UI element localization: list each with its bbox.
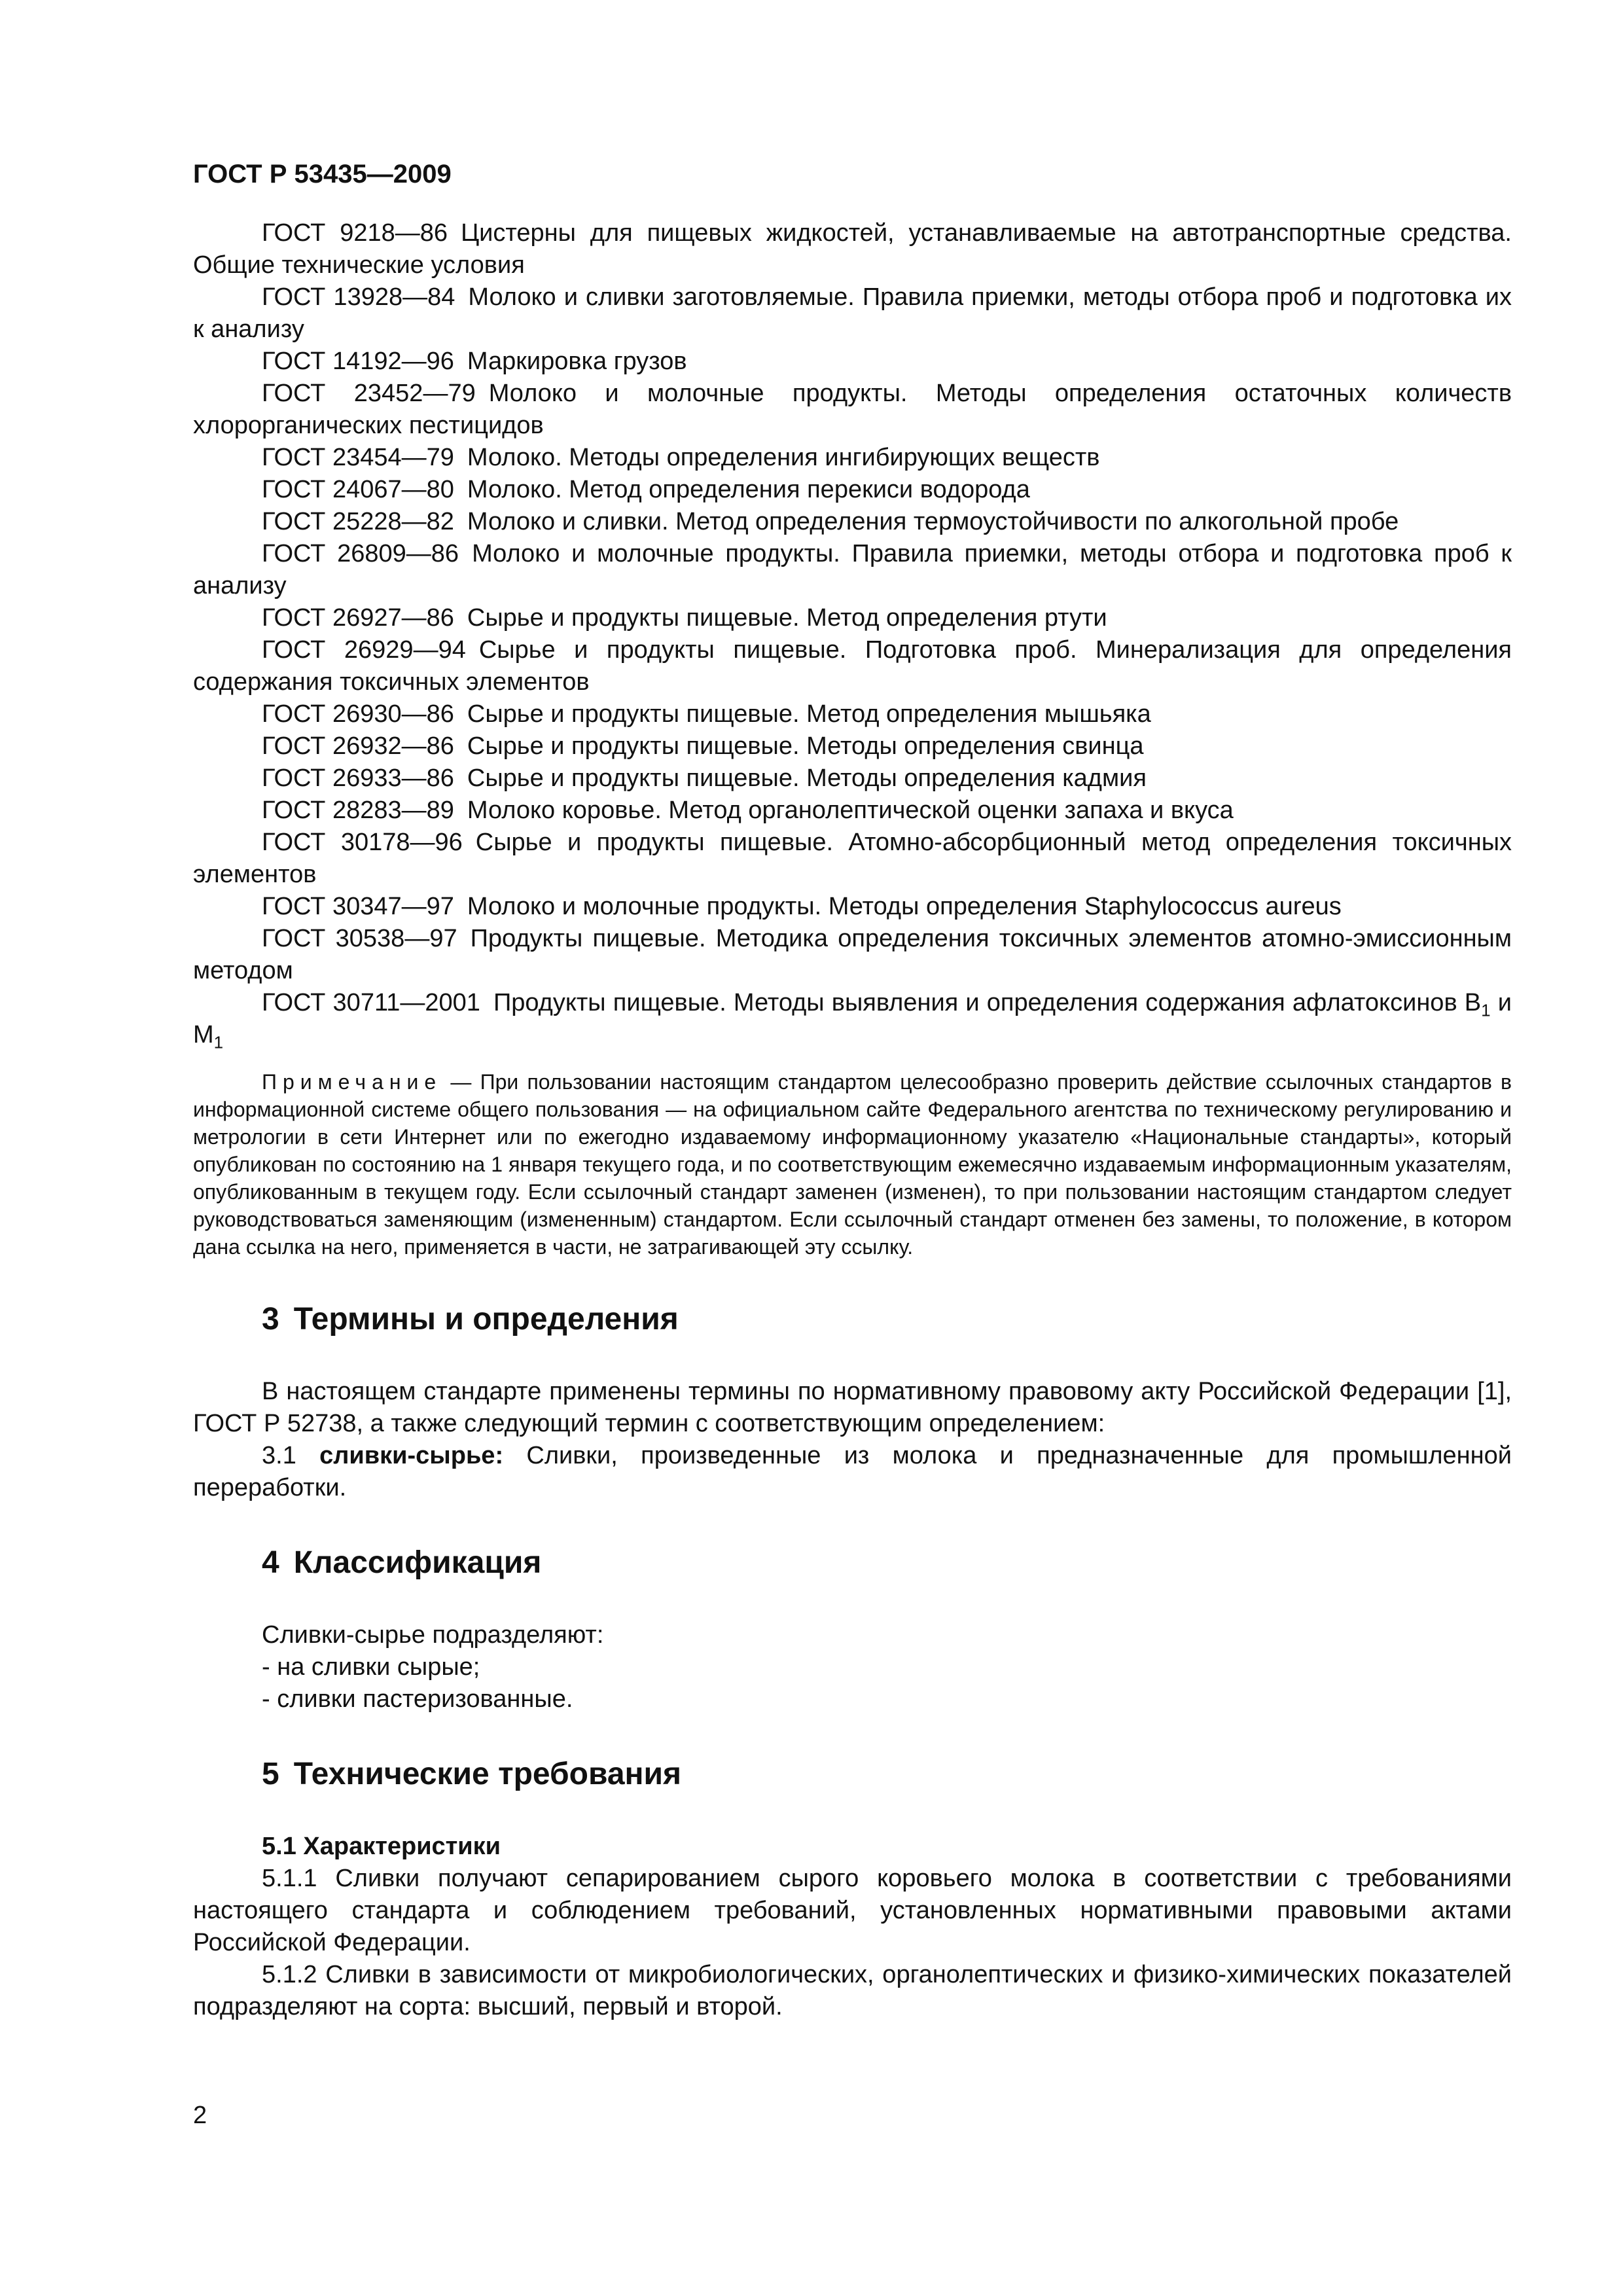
page-number: 2 xyxy=(193,2102,207,2129)
reference-code: ГОСТ 30178—96 xyxy=(262,829,463,856)
reference-item xyxy=(193,827,1512,891)
reference-item xyxy=(193,346,1512,378)
reference-code: ГОСТ 30347—97 xyxy=(262,893,454,920)
reference-code: ГОСТ 28283—89 xyxy=(262,797,454,824)
term-definition xyxy=(193,1440,1512,1504)
note-label: Примечание xyxy=(262,1070,442,1094)
section-number: 4 xyxy=(262,1545,279,1580)
section-heading xyxy=(193,1300,1512,1339)
reference-code: ГОСТ 26929—94 xyxy=(262,636,466,664)
subscript: 1 xyxy=(1481,1000,1491,1020)
reference-item xyxy=(193,217,1512,281)
section-title: Классификация xyxy=(293,1545,542,1580)
reference-code: ГОСТ 23454—79 xyxy=(262,444,454,471)
reference-item xyxy=(193,538,1512,602)
reference-title: Сырье и продукты пищевые. Атомно-абсорбционный метод определения токсичных элементов xyxy=(193,829,1512,888)
reference-code: ГОСТ 26927—86 xyxy=(262,604,454,632)
reference-title: Цистерны для пищевых жидкостей, устанавливаемые на автотранспортные средства. Общие технические условия xyxy=(193,219,1512,279)
section-intro: В настоящем стандарте применены термины по нормативному правовому акту Российской Федерации [1], ГОСТ Р 52738, а также следующий термин с соответствующим определением: xyxy=(193,1378,1512,1437)
section-number: 5 xyxy=(262,1757,279,1791)
reference-code: ГОСТ 30711—2001 xyxy=(262,989,480,1016)
reference-title: Маркировка грузов xyxy=(467,348,687,375)
reference-item xyxy=(193,602,1512,634)
reference-title: Молоко. Метод определения перекиси водорода xyxy=(467,476,1030,503)
note-text: — При пользовании настоящим стандартом целесообразно проверить действие ссылочных стандартов в информационной системе общего пользования — на официальном сайте Федерального агентства по техническому регулированию и метрологии в сети Интернет или по ежегодно издаваемому информационному указателю «Национальные стандарты», который опубликован по состоянию на 1 января текущего года, и по соответствующим ежемесячно издаваемым информационным указателям, опубликованным в текущем году. Если ссылочный стандарт заменен (изменен), то при пользовании настоящим стандартом следует руководствоваться заменяющим (измененным) стандартом. Если ссылочный стандарт отменен без замены, то положение, в котором дана ссылка на него, применяется в части, не затрагивающей эту ссылку. xyxy=(193,1070,1512,1259)
reference-code: ГОСТ 14192—96 xyxy=(262,348,454,375)
subsection-heading xyxy=(193,1831,1512,1863)
clause-paragraph: 5.1.1 Сливки получают сепарированием сырого коровьего молока в соответствии с требованиями настоящего стандарта и соблюдением требований, установленных нормативными правовыми актами Российской Федерации. xyxy=(193,1865,1512,1956)
reference-title: Молоко. Методы определения ингибирующих веществ xyxy=(467,444,1100,471)
reference-code: ГОСТ 30538—97 xyxy=(262,925,457,952)
reference-code: ГОСТ 25228—82 xyxy=(262,508,454,535)
standard-header: ГОСТ Р 53435—2009 xyxy=(193,160,452,188)
reference-title: Молоко и молочные продукты. Методы определения Staphylococcus aureus xyxy=(467,893,1342,920)
section-title: Технические требования xyxy=(293,1757,682,1791)
subsection-title: Характеристики xyxy=(303,1833,501,1860)
section-intro: Сливки-сырье подразделяют: xyxy=(262,1621,604,1649)
section-title: Термины и определения xyxy=(293,1302,679,1336)
subsection-number: 5.1 xyxy=(262,1833,296,1860)
reference-item xyxy=(193,698,1512,730)
reference-title: Сырье и продукты пищевые. Метод определения мышьяка xyxy=(467,700,1151,728)
reference-item xyxy=(193,762,1512,795)
reference-item xyxy=(193,795,1512,827)
list-item: - на сливки сырые; xyxy=(262,1653,480,1681)
reference-title: Молоко и молочные продукты. Методы определения остаточных количеств хлорорганических пестицидов xyxy=(193,380,1512,439)
reference-title: Сырье и продукты пищевые. Методы определения кадмия xyxy=(467,764,1147,792)
reference-title: Сырье и продукты пищевые. Метод определения ртути xyxy=(467,604,1107,632)
reference-code: ГОСТ 26930—86 xyxy=(262,700,454,728)
reference-title: Молоко и сливки. Метод определения термоустойчивости по алкогольной пробе xyxy=(467,508,1399,535)
reference-code: ГОСТ 24067—80 xyxy=(262,476,454,503)
term-text: Сливки, произведенные из молока и предназначенные для промышленной переработки. xyxy=(193,1442,1512,1501)
reference-code: ГОСТ 9218—86 xyxy=(262,219,448,247)
reference-item xyxy=(193,987,1512,1051)
reference-title: Молоко и молочные продукты. Правила приемки, методы отбора и подготовка проб к анализу xyxy=(193,540,1512,600)
subscript: 1 xyxy=(213,1032,224,1052)
reference-item xyxy=(193,891,1512,923)
clause-paragraph: 5.1.2 Сливки в зависимости от микробиологических, органолептических и физико-химических показателей подразделяют на сорта: высший, первый и второй. xyxy=(193,1961,1512,2020)
reference-item xyxy=(193,923,1512,987)
reference-item xyxy=(193,506,1512,538)
reference-code: ГОСТ 26809—86 xyxy=(262,540,459,567)
reference-item xyxy=(193,442,1512,474)
list-item: - сливки пастеризованные. xyxy=(262,1685,573,1713)
reference-item xyxy=(193,378,1512,442)
document-page xyxy=(193,157,1512,2023)
reference-item xyxy=(193,634,1512,698)
reference-title: Молоко и сливки заготовляемые. Правила приемки, методы отбора проб и подготовка их к анализу xyxy=(193,283,1512,343)
section-heading xyxy=(193,1543,1512,1583)
note-paragraph xyxy=(193,1068,1512,1261)
reference-code: ГОСТ 23452—79 xyxy=(262,380,476,407)
reference-title-continued: и M xyxy=(193,989,1512,1049)
reference-title: Молоко коровье. Метод органолептической оценки запаха и вкуса xyxy=(467,797,1234,824)
reference-title: Сырье и продукты пищевые. Методы определения свинца xyxy=(467,732,1144,760)
reference-item xyxy=(193,730,1512,762)
reference-code: ГОСТ 26932—86 xyxy=(262,732,454,760)
reference-code: ГОСТ 13928—84 xyxy=(262,283,455,311)
section-heading xyxy=(193,1755,1512,1794)
reference-title: Продукты пищевые. Методика определения токсичных элементов атомно-эмиссионным методом xyxy=(193,925,1512,984)
section-number: 3 xyxy=(262,1302,279,1336)
reference-code: ГОСТ 26933—86 xyxy=(262,764,454,792)
term-number: 3.1 xyxy=(262,1442,296,1469)
reference-item xyxy=(193,281,1512,346)
term-name: сливки-сырье: xyxy=(319,1442,504,1469)
reference-title: Сырье и продукты пищевые. Подготовка проб. Минерализация для определения содержания токсичных элементов xyxy=(193,636,1512,696)
reference-item xyxy=(193,474,1512,506)
reference-title: Продукты пищевые. Методы выявления и определения содержания афлатоксинов B xyxy=(493,989,1482,1016)
reference-list xyxy=(193,217,1512,1051)
